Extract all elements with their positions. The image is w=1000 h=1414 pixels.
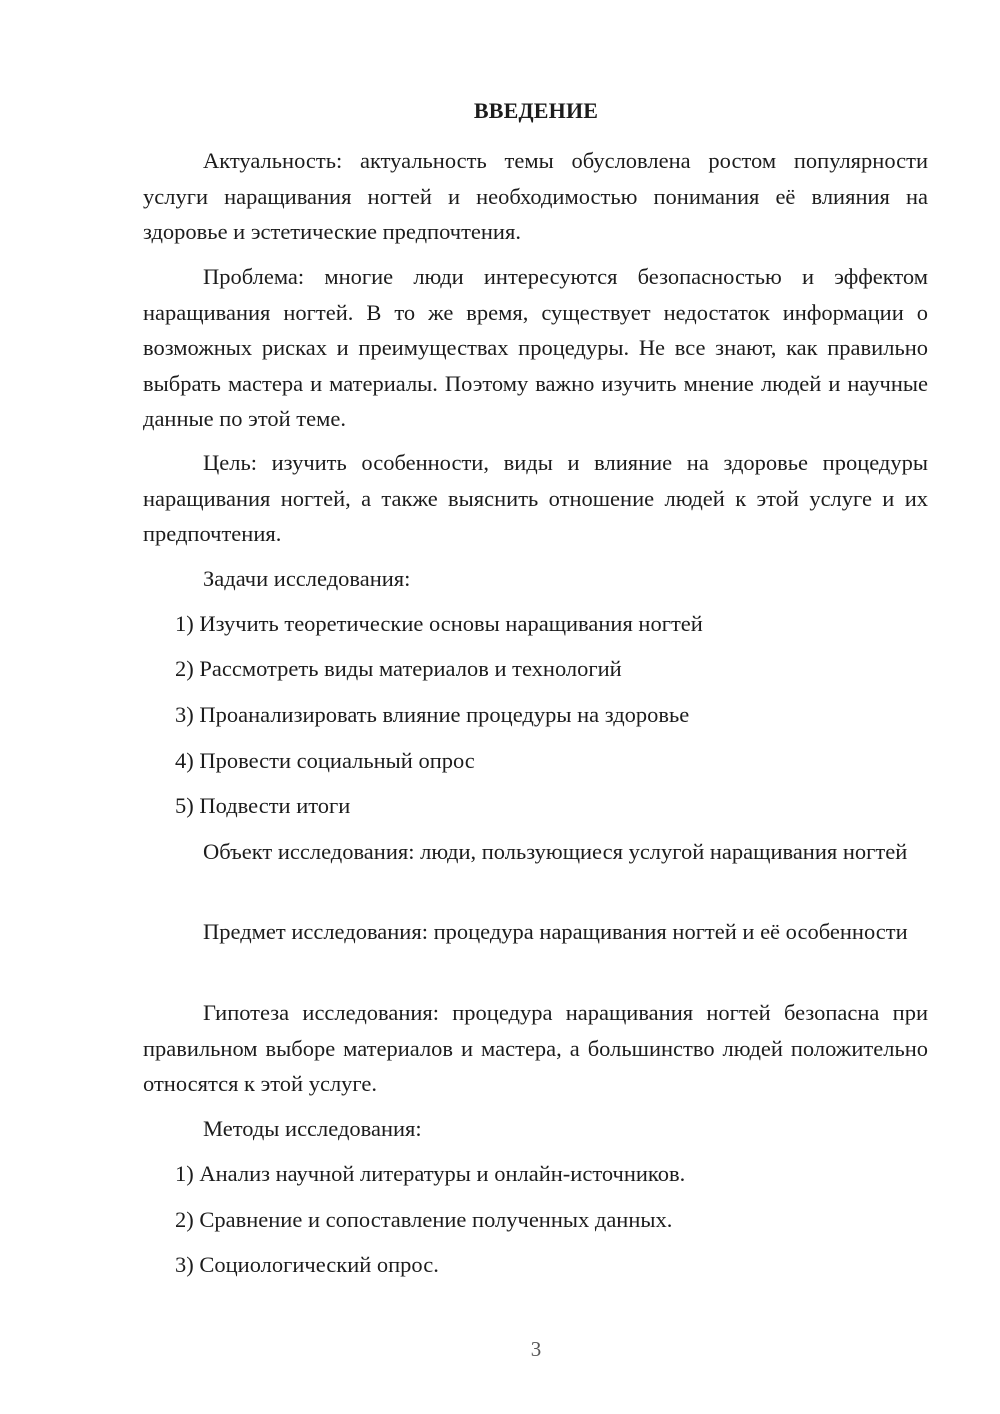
methods-heading: Методы исследования: bbox=[203, 1116, 422, 1141]
page-number: 3 bbox=[530, 1337, 542, 1361]
hypothesis-paragraph: Гипотеза исследования: процедура наращивания ногтей безопасна при правильном выборе материалов и мастера, а большинство людей положительно относятся к этой услуге. bbox=[143, 1000, 928, 1096]
task-item: 1) Изучить теоретические основы наращивания ногтей bbox=[175, 611, 703, 636]
method-item: 1) Анализ научной литературы и онлайн-источников. bbox=[175, 1161, 686, 1186]
task-item: 2) Рассмотреть виды материалов и технологий bbox=[175, 656, 622, 681]
object-paragraph: Объект исследования: люди, пользующиеся услугой наращивания ногтей bbox=[203, 839, 908, 864]
subject-paragraph: Предмет исследования: процедура наращивания ногтей и её особенности bbox=[203, 919, 908, 944]
task-item: 5) Подвести итоги bbox=[175, 793, 351, 818]
section-title: ВВЕДЕНИЕ bbox=[473, 98, 599, 123]
task-item: 3) Проанализировать влияние процедуры на здоровье bbox=[175, 702, 690, 727]
tasks-heading: Задачи исследования: bbox=[203, 566, 411, 591]
relevance-paragraph: Актуальность: актуальность темы обусловлена ростом популярности услуги наращивания ногтей и необходимостью понимания её влияния на здоровье и эстетические предпочтения. bbox=[143, 148, 928, 244]
goal-paragraph: Цель: изучить особенности, виды и влияние на здоровье процедуры наращивания ногтей, а также выяснить отношение людей к этой услуге и их предпочтения. bbox=[143, 450, 928, 546]
method-item: 2) Сравнение и сопоставление полученных данных. bbox=[175, 1207, 673, 1232]
problem-paragraph: Проблема: многие люди интересуются безопасностью и эффектом наращивания ногтей. В то же время, существует недостаток информации о возможных рисках и преимуществах процедуры. Не все знают, как правильно выбрать мастера и материалы. Поэтому важно изучить мнение людей и научные данные по этой теме. bbox=[143, 264, 928, 431]
task-item: 4) Провести социальный опрос bbox=[175, 748, 475, 773]
method-item: 3) Социологический опрос. bbox=[175, 1252, 439, 1277]
